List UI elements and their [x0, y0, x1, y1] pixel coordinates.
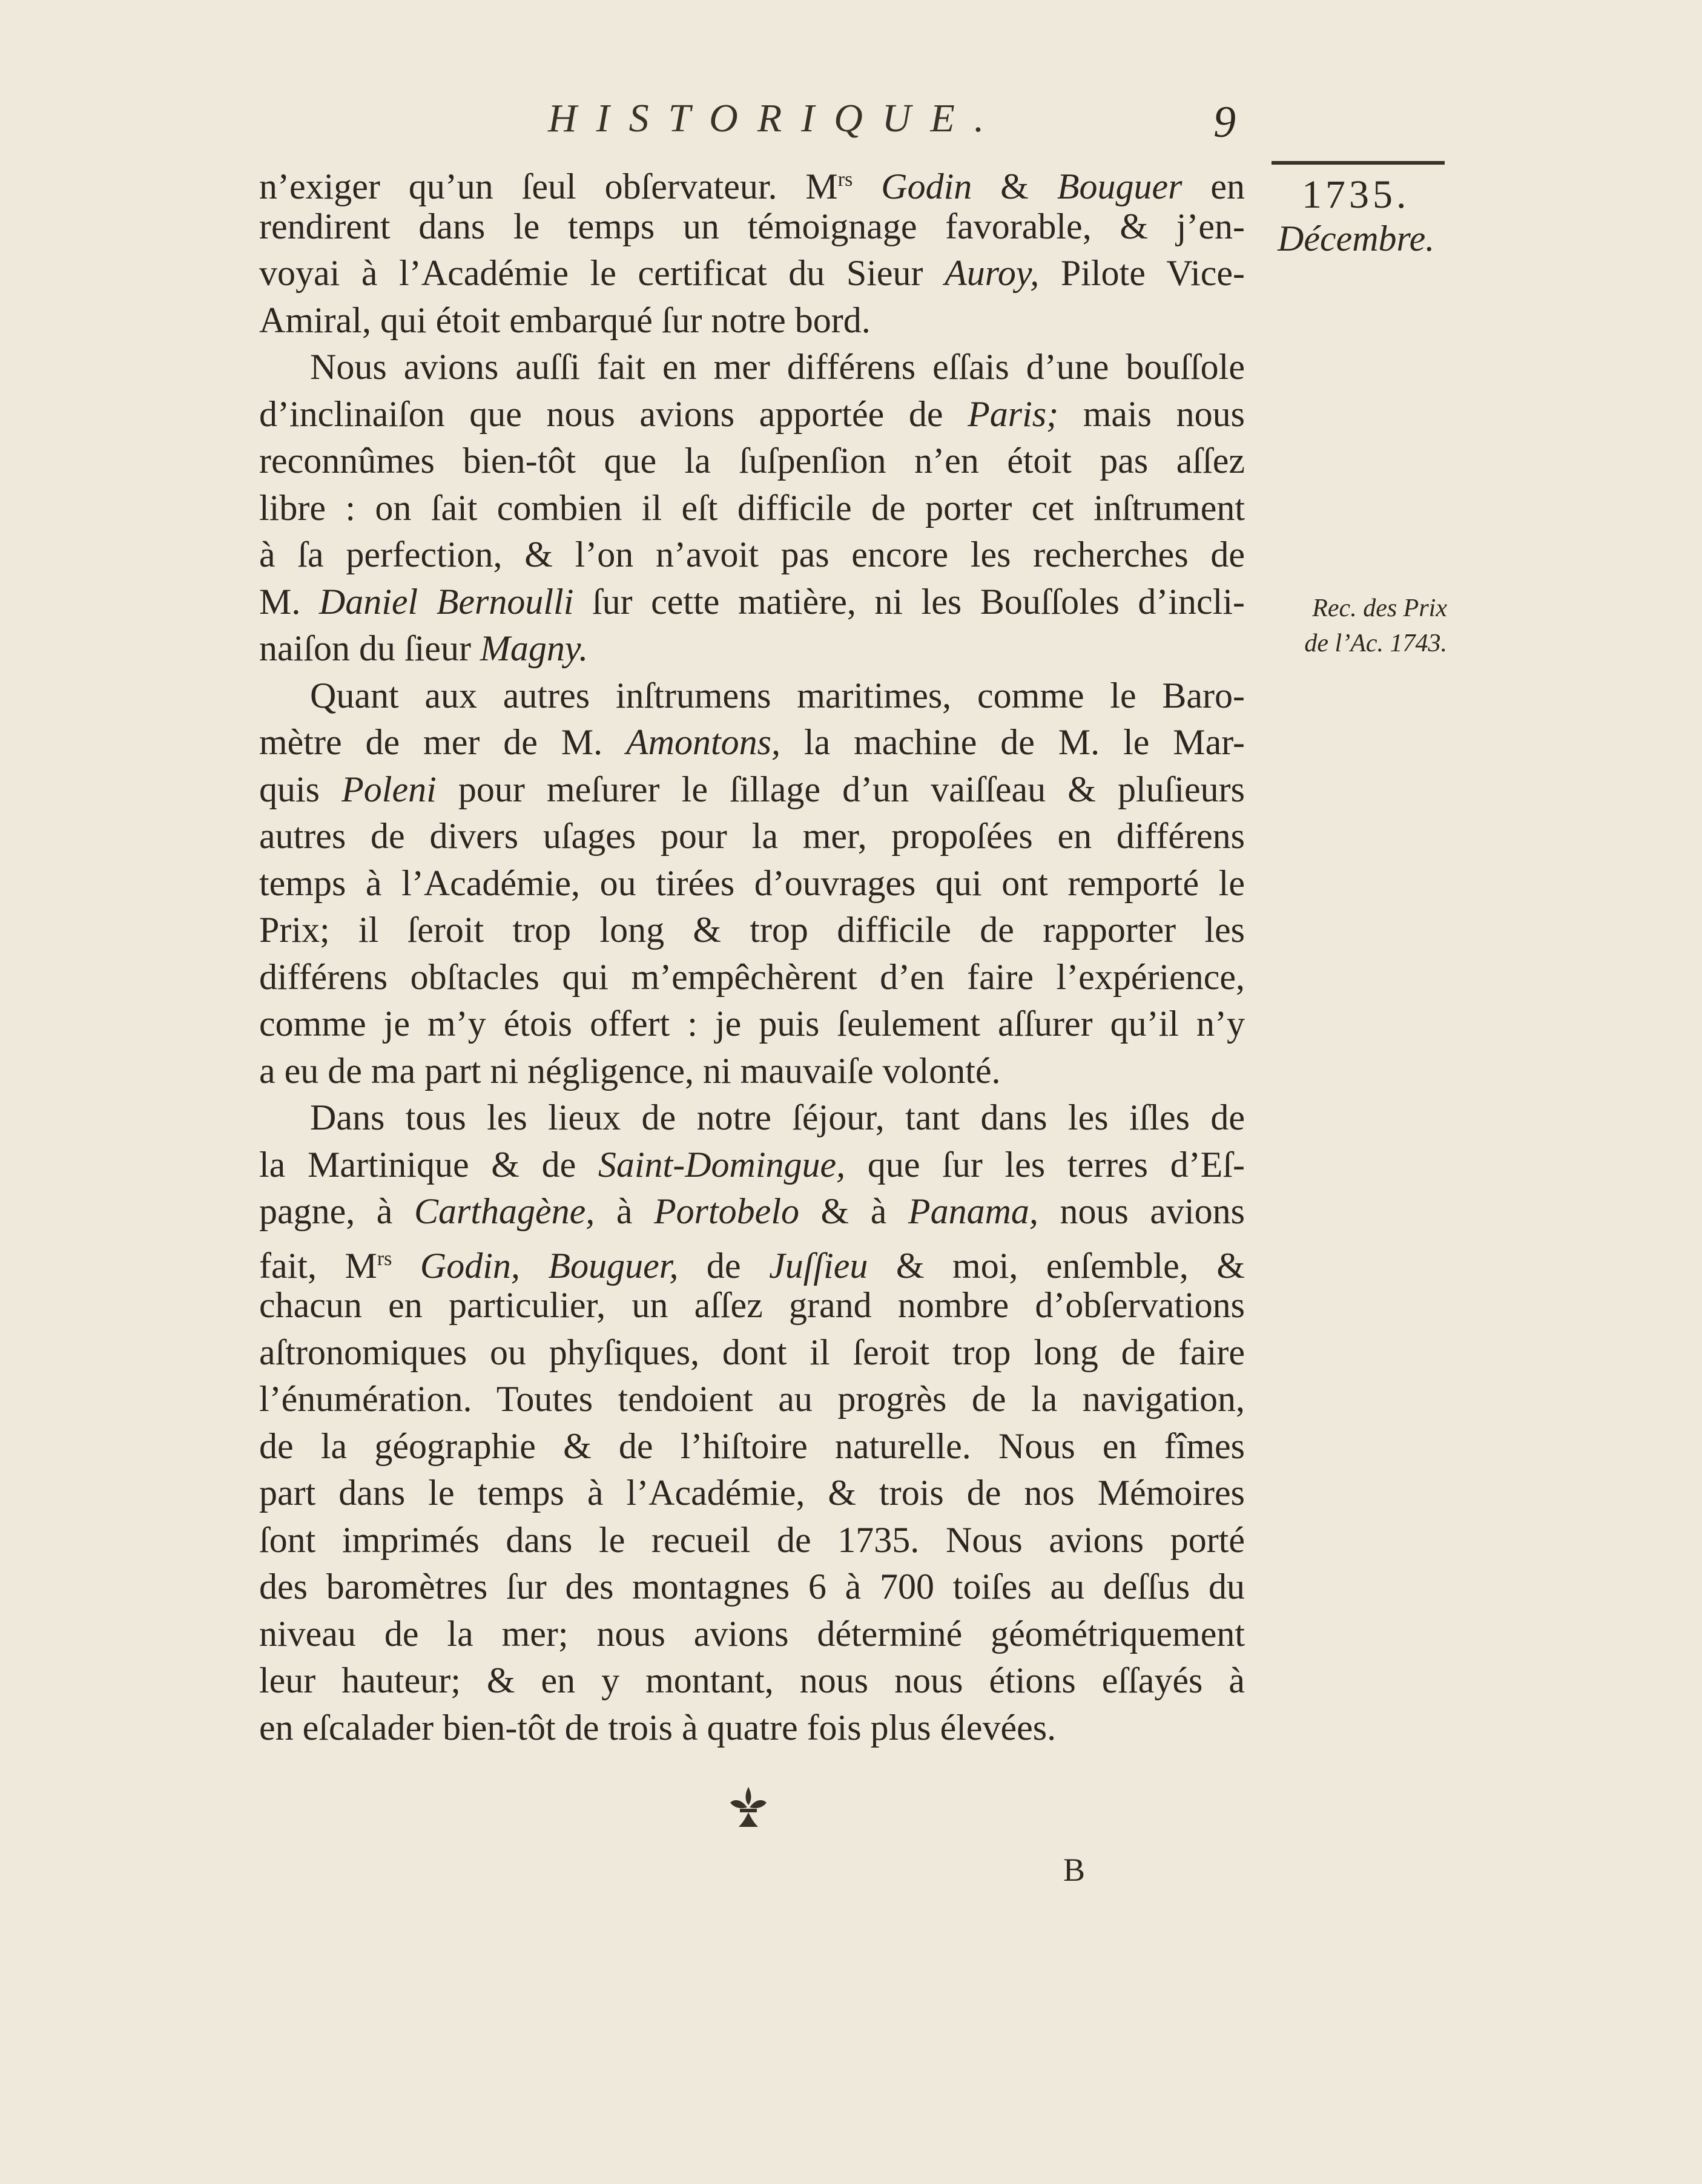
text-line: aſtronomiques ou phyſiques, dont il ſeroit trop long de faire	[259, 1332, 1245, 1372]
text-line: temps à l’Académie, ou tirées d’ouvrages qui ont remporté le	[259, 863, 1245, 903]
body-text	[259, 156, 1245, 1751]
text-line: ſont imprimés dans le recueil de 1735. Nous avions porté	[259, 1519, 1245, 1560]
text-line: Nous avions auſſi fait en mer différens eſſais d’une bouſſole	[310, 347, 1245, 387]
text-line: Quant aux autres inſtrumens maritimes, comme le Baro-	[310, 675, 1245, 715]
margin-rule	[1272, 161, 1445, 165]
text-line: leur hauteur; & en y montant, nous nous étions eſſayés à	[259, 1660, 1245, 1700]
text-line: des baromètres ſur des montagnes 6 à 700 toiſes au deſſus du	[259, 1567, 1245, 1607]
signature-mark: B	[1063, 1852, 1086, 1888]
text-line: autres de divers uſages pour la mer, propoſées en différens	[259, 816, 1245, 856]
text-line: à ſa perfection, & l’on n’avoit pas encore les recherches de	[259, 534, 1245, 574]
margin-citation-line: de l’Ac. 1743.	[1304, 630, 1447, 657]
margin-citation-line: Rec. des Prix	[1312, 594, 1447, 622]
text-line: rendirent dans le temps un témoignage favorable, & j’en-	[259, 206, 1245, 246]
text-line: mètre de mer de M. Amontons, la machine de M. le Mar-	[259, 722, 1245, 762]
running-title: HISTORIQUE.	[548, 96, 1004, 140]
text-line: Dans tous les lieux de notre ſéjour, tant dans les iſles de	[310, 1097, 1245, 1137]
text-line: différens obſtacles qui m’empêchèrent d’en faire l’expérience,	[259, 956, 1245, 997]
text-line: M. Daniel Bernoulli ſur cette matière, ni les Bouſſoles d’incli-	[259, 581, 1245, 622]
text-line: de la géographie & de l’hiſtoire naturelle. Nous en fîmes	[259, 1426, 1245, 1466]
text-line: Amiral, qui étoit embarqué ſur notre bord.	[259, 300, 871, 340]
text-line: voyai à l’Académie le certificat du Sieur Auroy, Pilote Vice-	[259, 253, 1245, 293]
text-line: en eſcalader bien-tôt de trois à quatre fois plus élevées.	[259, 1707, 1057, 1748]
margin-month: Décembre.	[1278, 219, 1435, 258]
text-line: chacun en particulier, un aſſez grand nombre d’obſervations	[259, 1285, 1245, 1325]
text-line: reconnûmes bien-tôt que la ſuſpenſion n’en étoit pas aſſez	[259, 441, 1245, 481]
margin-citation	[1235, 591, 1447, 661]
text-line: part dans le temps à l’Académie, & trois de nos Mémoires	[259, 1473, 1245, 1513]
text-line: naiſon du ſieur Magny.	[259, 628, 589, 668]
page-number: 9	[1213, 97, 1236, 147]
text-line: fait, $M^{rs}$ Godin, Bouguer, de Juſſieu & moi, enſemble, &	[259, 1245, 1245, 1286]
text-line: a eu de ma part ni négligence, ni mauvaiſe volonté.	[259, 1050, 1001, 1091]
margin-year: 1735.	[1302, 173, 1410, 217]
text-line: la Martinique & de Saint-Domingue, que ſur les terres d’Eſ-	[259, 1144, 1245, 1185]
text-line: d’inclinaiſon que nous avions apportée de Paris; mais nous	[259, 393, 1245, 434]
text-line: niveau de la mer; nous avions déterminé géométriquement	[259, 1613, 1245, 1654]
text-line: l’énumération. Toutes tendoient au progrès de la navigation,	[259, 1379, 1245, 1419]
text-line: quis Poleni pour meſurer le ſillage d’un vaiſſeau & pluſieurs	[259, 769, 1245, 809]
text-line: Prix; il ſeroit trop long & trop difficile de rapporter les	[259, 910, 1245, 950]
fleuron-icon	[727, 1784, 770, 1830]
text-line: libre : on ſait combien il eſt difficile de porter cet inſtrument	[259, 487, 1245, 528]
text-line: pagne, à Carthagène, à Portobelo & à Panama, nous avions	[259, 1191, 1245, 1231]
text-line: n’exiger qu’un ſeul obſervateur. $M^{rs}$ Godin & Bouguer en	[259, 166, 1245, 206]
text-line: comme je m’y étois offert : je puis ſeulement aſſurer qu’il n’y	[259, 1004, 1245, 1044]
